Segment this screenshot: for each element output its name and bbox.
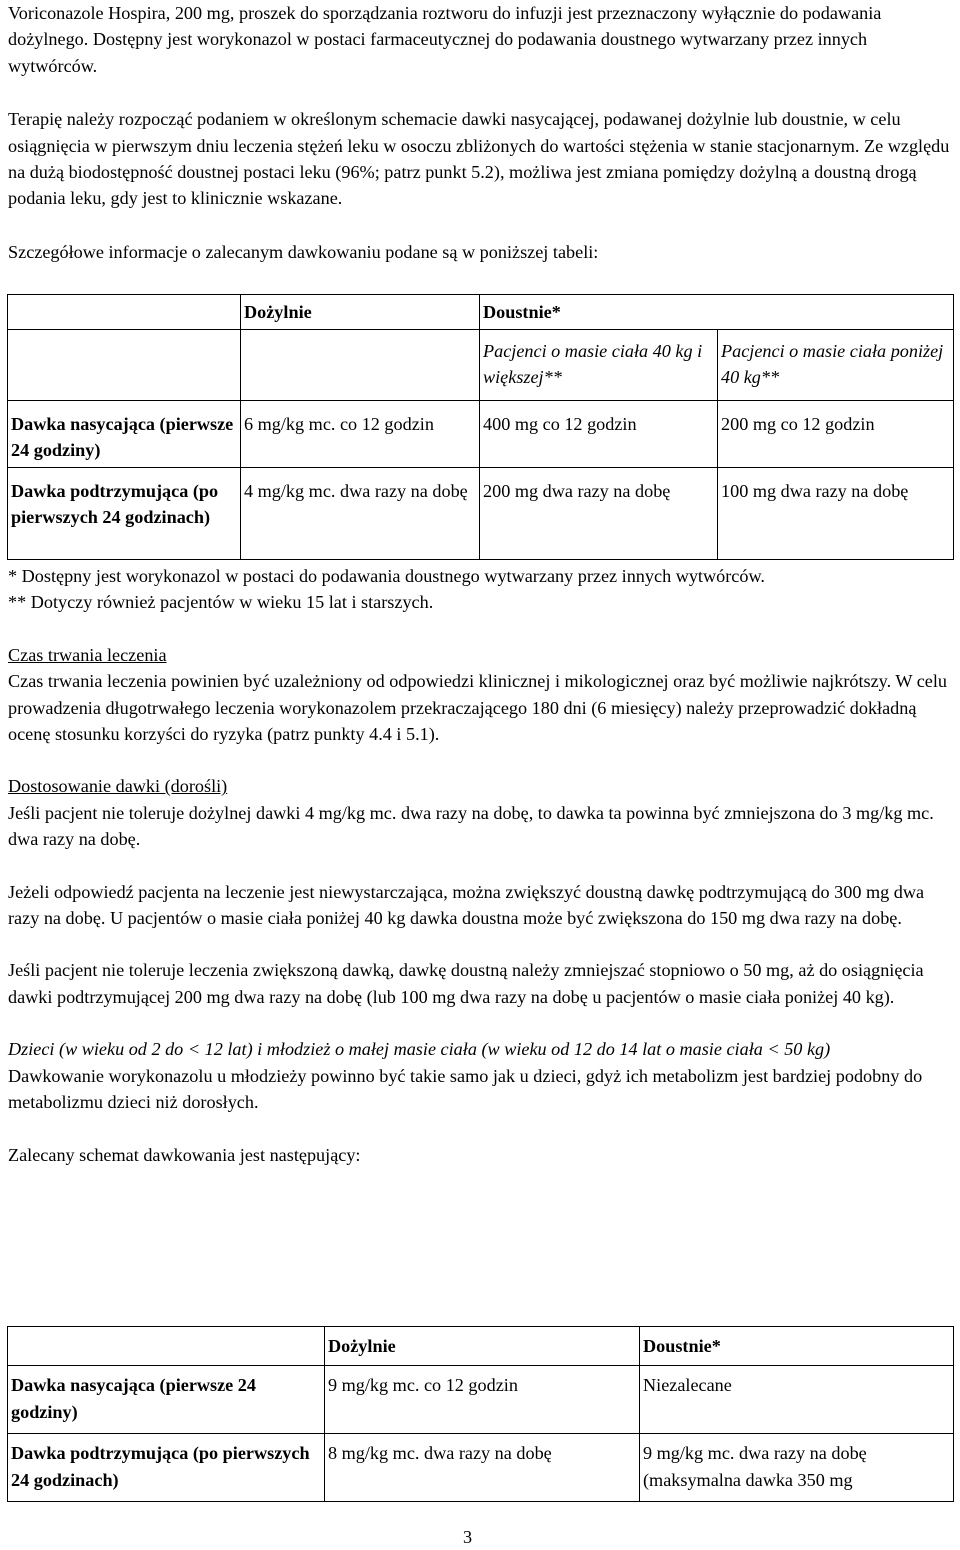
- row-label-maintenance: Dawka podtrzymująca (po pierwszych 24 godzinach): [8, 468, 241, 560]
- table-empty-cell: [241, 330, 480, 401]
- header-iv: Dożylnie: [325, 1327, 640, 1366]
- row-label-maintenance: Dawka podtrzymująca (po pierwszych 24 godzinach): [8, 1434, 325, 1502]
- intro-paragraph-2: Terapię należy rozpocząć podaniem w określonym schemacie dawki nasycającej, podawanej dożylnie lub doustnie, w celu osiągnięcia w pierwszym dniu leczenia stężeń leku w osoczu zbliżonych do wartości stężenia w stanie stacjonarnym. Ze względu na dużą biodostępność doustnej postaci leku (96%; patrz punkt 5.2), możliwa jest zmiana pomiędzy dożylną a doustną drogą podania leku, gdy jest to klinicznie wskazane.: [8, 109, 950, 209]
- table-corner-cell: [8, 1327, 325, 1366]
- cell-iv: 8 mg/kg mc. dwa razy na dobę: [325, 1434, 640, 1502]
- adjust-paragraph-1: Jeśli pacjent nie toleruje dożylnej dawki 4 mg/kg mc. dwa razy na dobę, to dawka ta powinna być zmniejszona do 3 mg/kg mc. dwa razy na dobę.: [8, 802, 934, 850]
- adjust-paragraph-3: Jeśli pacjent nie toleruje leczenia zwiększoną dawką, dawkę doustną należy zmniejszać stopniowo o 50 mg, aż do osiągnięcia dawki podtrzymującej 200 mg dwa razy na dobę (lub 100 mg dwa razy na dobę u pacjentów o masie ciała poniżej 40 kg).: [8, 960, 924, 1007]
- header-oral: Doustnie*: [640, 1327, 954, 1366]
- adjust-heading: Dostosowanie dawki (dorośli): [8, 776, 228, 797]
- duration-heading: Czas trwania leczenia: [8, 644, 167, 665]
- cell-oral-under40: 100 mg dwa razy na dobę: [718, 468, 954, 560]
- document-page: [8, 0, 952, 265]
- adjust-paragraph-2: Jeżeli odpowiedź pacjenta na leczenie jest niewystarczająca, można zwiększyć doustną dawkę podtrzymującą do 300 mg dwa razy na dobę. U pacjentów o masie ciała poniżej 40 kg dawka doustna może być zwiększona do 150 mg dwa razy na dobę.: [8, 881, 925, 929]
- subheader-under-40kg: Pacjenci o masie ciała poniżej 40 kg**: [718, 330, 954, 401]
- cell-iv: 9 mg/kg mc. co 12 godzin: [325, 1366, 640, 1434]
- cell-oral-40plus: 200 mg dwa razy na dobę: [480, 468, 718, 560]
- adult-dosing-table: [7, 294, 954, 560]
- page-number: 3: [463, 1527, 473, 1547]
- cell-oral: 9 mg/kg mc. dwa razy na dobę (maksymalna dawka 350 mg: [640, 1434, 954, 1502]
- header-oral: Doustnie*: [480, 295, 954, 330]
- table-row: [8, 1434, 954, 1502]
- document-body: [8, 563, 952, 1168]
- duration-text: Czas trwania leczenia powinien być uzależniony od odpowiedzi klinicznej i mikologicznej oraz być możliwie najkrótszy. W celu prowadzenia długotrwałego leczenia worykonazolem przekraczającego 180 dni (6 miesięcy) należy przeprowadzić dokładną ocenę stosunku korzyści do ryzyka (patrz punkty 4.4 i 5.1).: [8, 671, 948, 745]
- table-row: [8, 1366, 954, 1434]
- footnote-2: ** Dotyczy również pacjentów w wieku 15 lat i starszych.: [8, 592, 434, 613]
- row-label-loading: Dawka nasycająca (pierwsze 24 godziny): [8, 1366, 325, 1434]
- footnote-1: * Dostępny jest worykonazol w postaci do podawania doustnego wytwarzany przez innych wytwórców.: [8, 566, 765, 586]
- header-iv: Dożylnie: [241, 295, 480, 330]
- cell-iv: 6 mg/kg mc. co 12 godzin: [241, 401, 480, 468]
- table-row: [8, 401, 954, 468]
- children-heading: Dzieci (w wieku od 2 do < 12 lat) i młodzież o małej masie ciała (w wieku od 12 do 14 lat o masie ciała < 50 kg): [8, 1039, 831, 1060]
- cell-oral-40plus: 400 mg co 12 godzin: [480, 401, 718, 468]
- table-corner-cell: [8, 295, 241, 330]
- cell-oral-under40: 200 mg co 12 godzin: [718, 401, 954, 468]
- intro-paragraph-3: Szczegółowe informacje o zalecanym dawkowaniu podane są w poniższej tabeli:: [8, 241, 599, 262]
- pediatric-dosing-table: [7, 1326, 954, 1502]
- children-text: Dawkowanie worykonazolu u młodzieży powinno być takie samo jak u dzieci, gdyż ich metabolizm jest bardziej podobny do metabolizmu dzieci niż dorosłych.: [8, 1065, 923, 1113]
- cell-oral: Niezalecane: [640, 1366, 954, 1434]
- table-empty-cell: [8, 330, 241, 401]
- cell-iv: 4 mg/kg mc. dwa razy na dobę: [241, 468, 480, 560]
- subheader-40kg-plus: Pacjenci o masie ciała 40 kg i większej**: [480, 330, 718, 401]
- children-intro: Zalecany schemat dawkowania jest następujący:: [8, 1144, 361, 1165]
- table-row: [8, 468, 954, 560]
- intro-paragraph-1: Voriconazole Hospira, 200 mg, proszek do sporządzania roztworu do infuzji jest przeznaczony wyłącznie do podawania dożylnego. Dostępny jest worykonazol w postaci farmaceutycznej do podawania doustnego wytwarzany przez innych wytwórców.: [8, 3, 882, 76]
- row-label-loading: Dawka nasycająca (pierwsze 24 godziny): [8, 401, 241, 468]
